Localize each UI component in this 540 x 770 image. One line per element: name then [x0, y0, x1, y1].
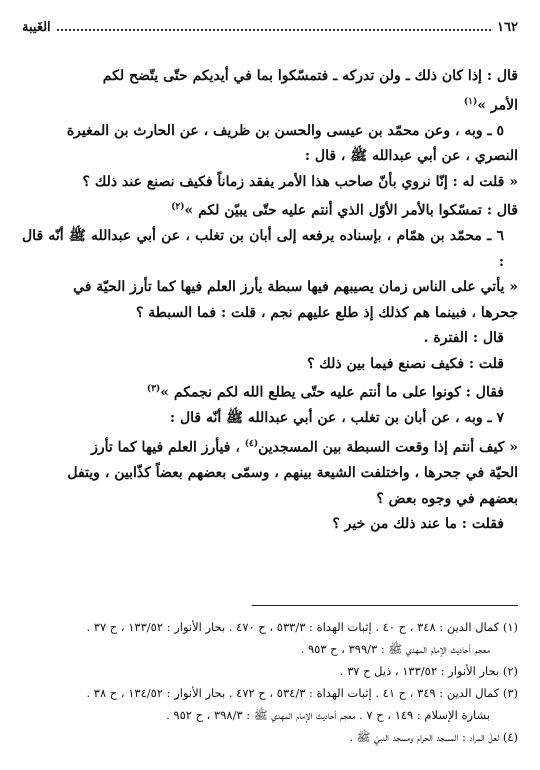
text-line: فقال : كونوا على ما أنتم عليه حتّى يطلع الله لكم نجمكم »$^{(٣)}$: [146, 384, 504, 401]
text-line: قال : الفترة .: [423, 330, 504, 347]
footnote-ref: (١): [463, 96, 478, 107]
main-text: [22, 64, 518, 538]
text-line: ٧ ـ وبه ، عن أبان بن تغلب ، عن أبي عبدالله ﷺ أنّه قال :: [169, 410, 504, 427]
footnote: (١) كمال الدين : ٣٤٨ ، ح ٤٠ . إثبات الهداة : ٥٣٣/٣ ، ح ٤٧٠ . بحار الأنوار : ١٣٣/٥٢ ، ح ٣٧ .: [86, 620, 518, 634]
text-line: قلت : فكيف نصنع فيما بين ذلك ؟: [307, 355, 504, 372]
text-line: « كيف أنتم إذا وقعت السبطة بين المسجدين$^{(٤)}$ ، فيأرز العلم فيها كما تأرز: [91, 438, 518, 456]
text-line: فقلت : ما عند ذلك من خير ؟: [332, 516, 504, 533]
text-line: « يأتي على الناس زمان يصيبهم فيها سبطة يأرز العلم فيها كما تأرز الحيّة في: [73, 279, 518, 296]
page-number: ١٦٢: [497, 20, 518, 35]
footnote-ref: (٤): [244, 438, 259, 449]
footnote: (٣) كمال الدين : ٣٤٩ ، ح ٤١ . إثبات الهداة : ٥٣٤/٣ ، ح ٤٧٢ . بحار الأنوار : ١٣٤/٥٢ ، ح ٣٨ .: [86, 686, 518, 700]
footnote-ref: (٣): [146, 384, 161, 395]
footnotes: [22, 616, 518, 748]
running-title: الغَيبة: [22, 20, 51, 35]
footnote: (٤) لعلّ المراد : المسجد الحرام ومسجد النبيّ ﷺ .: [349, 730, 518, 744]
footnote-ref: (٢): [171, 202, 185, 213]
footnote: (٢) بحار الأنوار : ١٣٣/٥٢ ، ذيل ح ٣٧ .: [339, 664, 518, 678]
text-line: جحرها ، فبينما هم كذلك إذ طلع عليهم نجم ، قلت : فما السبطة ؟: [135, 304, 518, 321]
text-line: ٦ ـ محمّد بن همّام ، بإسناده يرفعه إلى أبان بن تغلب ، عن أبي عبدالله ﷺ أنّه قال :: [22, 228, 504, 270]
text-line: النصري ، عن أبي عبدالله ﷺ ، قال :: [304, 148, 518, 165]
footnote: معجم أحاديث الإمام المهدي ﷺ : ٣٩٩/٣ ، ح ٩٥٣ .: [300, 642, 490, 656]
header-dotted-rule: [57, 29, 491, 31]
page-header: [22, 20, 518, 44]
text-line: قال : تمسّكوا بالأمر الأوّل الذي أنتم عليه حتّى يبيّن لكم »$^{(٢)}$: [171, 202, 518, 219]
book-page: [22, 20, 518, 760]
text-line: بعضهم في وجوه بعض ؟: [376, 490, 518, 507]
text-line: الحيّة في جحرها ، واختلفت الشيعة بينهم ، وسمّى بعضهم بعضاً كذّابين ، ويتفل: [67, 465, 518, 482]
text-line: ٥ ـ وبه ، وعن محمّد بن عيسى والحسن بن ظريف ، عن الحارث بن المغيرة: [66, 122, 504, 139]
text-line: « قلت له : إنّا نروي بأنّ صاحب هذا الأمر يفقد زماناً فكيف نصنع عند ذلك ؟: [82, 173, 518, 190]
text-line: الأمر »$^{(١)}$: [463, 96, 518, 114]
footnote-separator: [252, 605, 518, 606]
text-line: قال : إذا كان ذلك ـ ولن تدركه ـ فتمسّكوا بما في أيديكم حتّى يتّضح لكم: [102, 68, 518, 84]
footnote: بشارة الإسلام : ١٤٩ ، ح ٧ . معجم أحاديث الإمام المهدي ﷺ : ٣٩٨/٣ ، ح ٩٥٢ .: [166, 708, 490, 722]
